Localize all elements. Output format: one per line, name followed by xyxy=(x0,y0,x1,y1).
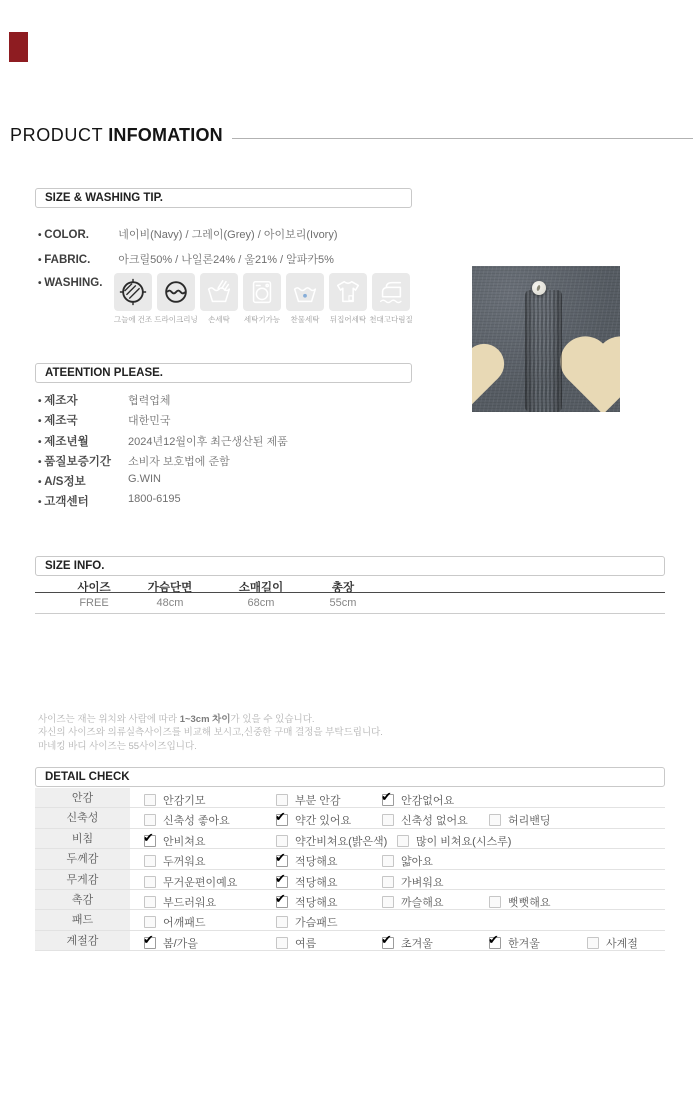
dry-in-shade-icon xyxy=(114,273,152,311)
checkbox-icon[interactable] xyxy=(144,937,156,949)
detail-check-row xyxy=(35,808,665,828)
washing-icon-label: 천대고다림질 xyxy=(369,315,413,324)
page-title-light: PRODUCT xyxy=(10,125,104,145)
attention-label: • 품질보증기간 xyxy=(38,453,128,469)
detail-option xyxy=(397,833,511,849)
detail-options xyxy=(130,910,665,929)
detail-option-label: 뻣뻣해요 xyxy=(508,896,551,909)
washing-icon-label: 찬물세탁 xyxy=(290,315,320,324)
detail-option xyxy=(587,935,638,951)
attention-label: • 제조자 xyxy=(38,392,128,408)
detail-option xyxy=(144,874,237,890)
hand-wash-icon xyxy=(200,273,238,311)
checkbox-icon[interactable] xyxy=(144,835,156,847)
detail-option xyxy=(144,935,198,951)
size-note-line: 자신의 사이즈와 의류실측사이즈를 비교해 보시고,신중한 구매 결정을 부탁드립니다. xyxy=(38,727,383,739)
washing-label: • WASHING. xyxy=(38,277,115,289)
checkbox-icon[interactable] xyxy=(276,855,288,867)
size-table-bottom-line xyxy=(35,613,665,614)
checkbox-icon[interactable] xyxy=(144,916,156,928)
detail-option xyxy=(489,935,540,951)
detail-options xyxy=(130,890,665,909)
detail-option xyxy=(276,894,338,910)
attention-value: 소비자 보호법에 준함 xyxy=(128,455,230,468)
detail-check-table xyxy=(35,788,665,951)
washing-icon-label: 세탁기가능 xyxy=(243,315,281,324)
detail-category-label: 계절감 xyxy=(35,931,130,950)
washing-icon-label: 뒤집어세탁 xyxy=(329,315,367,324)
attention-value: G.WIN xyxy=(128,473,161,486)
attention-value: 2024년12월이후 최근생산된 제품 xyxy=(128,435,288,448)
detail-check-row xyxy=(35,931,665,951)
attention-row xyxy=(38,473,288,493)
detail-option xyxy=(144,853,206,869)
detail-options xyxy=(130,870,665,889)
size-col-header: 사이즈 xyxy=(77,582,111,594)
washing-item xyxy=(369,273,413,325)
detail-category-label: 패드 xyxy=(35,910,130,929)
detail-option xyxy=(144,792,206,808)
detail-option-label: 적당해요 xyxy=(295,876,338,889)
checkbox-icon[interactable] xyxy=(144,814,156,826)
cold-water-wash-icon xyxy=(286,273,324,311)
detail-option-label: 많이 비쳐요(시스루) xyxy=(416,835,512,848)
size-note-strong: 1~3cm 차이 xyxy=(179,714,231,725)
attention-rows xyxy=(38,392,288,514)
dry-cleaning-icon xyxy=(157,273,195,311)
detail-option xyxy=(276,935,316,951)
washing-item xyxy=(243,273,281,325)
detail-option-label: 까슬해요 xyxy=(401,896,444,909)
color-label: • COLOR. xyxy=(38,229,115,241)
checkbox-icon[interactable] xyxy=(144,794,156,806)
checkbox-icon[interactable] xyxy=(382,896,394,908)
detail-option-label: 부드러워요 xyxy=(163,896,217,909)
checkbox-icon[interactable] xyxy=(489,814,501,826)
detail-option-label: 두꺼워요 xyxy=(163,856,206,869)
detail-check-row xyxy=(35,788,665,808)
washing-icon-label: 그늘에 건조 xyxy=(113,315,153,324)
size-notes xyxy=(38,713,383,753)
checkbox-icon[interactable] xyxy=(489,937,501,949)
detail-category-label: 촉감 xyxy=(35,890,130,909)
detail-check-row xyxy=(35,910,665,930)
detail-option xyxy=(144,833,206,849)
attention-label: • 제조년월 xyxy=(38,433,128,449)
checkbox-icon[interactable] xyxy=(382,794,394,806)
detail-option xyxy=(144,914,206,930)
detail-option xyxy=(276,874,338,890)
knit-button xyxy=(532,281,546,295)
attention-value: 협력업체 xyxy=(128,395,171,407)
fabric-label: • FABRIC. xyxy=(38,254,115,266)
detail-option xyxy=(276,833,387,849)
detail-option-label: 어깨패드 xyxy=(163,917,206,930)
detail-option-label: 사계절 xyxy=(606,937,638,950)
detail-option xyxy=(489,812,551,828)
detail-option-label: 한겨울 xyxy=(508,937,540,950)
detail-option-label: 안비쳐요 xyxy=(163,835,206,848)
washing-item xyxy=(154,273,198,325)
attention-row xyxy=(38,493,288,513)
checkbox-icon[interactable] xyxy=(587,937,599,949)
washing-item xyxy=(286,273,324,325)
checkbox-icon[interactable] xyxy=(382,814,394,826)
checkbox-icon[interactable] xyxy=(382,855,394,867)
detail-options xyxy=(130,788,665,807)
detail-category-label: 비침 xyxy=(35,829,130,848)
detail-option-label: 안감기모 xyxy=(163,795,206,807)
detail-options xyxy=(130,829,665,848)
detail-option-label: 적당해요 xyxy=(295,896,338,909)
attention-row xyxy=(38,392,288,412)
iron-with-cloth-icon xyxy=(372,273,410,311)
detail-check-row xyxy=(35,870,665,890)
detail-option-label: 허리밴딩 xyxy=(508,815,551,828)
detail-option-label: 약간비쳐요(밝은색) xyxy=(295,835,388,848)
detail-option xyxy=(489,894,551,910)
checkbox-icon[interactable] xyxy=(276,896,288,908)
washing-icon-label: 드라이크리닝 xyxy=(154,315,198,324)
detail-option-label: 신축성 좋아요 xyxy=(163,815,230,828)
section-header-attention: ATEENTION PLEASE. xyxy=(35,363,412,383)
fabric-row xyxy=(38,251,334,267)
detail-options xyxy=(130,931,665,950)
checkbox-icon[interactable] xyxy=(276,835,288,847)
detail-option xyxy=(382,792,454,808)
detail-option-label: 봄/가을 xyxy=(163,937,198,950)
detail-option xyxy=(382,894,444,910)
detail-category-label: 안감 xyxy=(35,788,130,807)
section-header-detail-check: DETAIL CHECK xyxy=(35,767,665,787)
heart-motif-right xyxy=(568,344,620,412)
size-table-header-line xyxy=(35,592,665,593)
checkbox-icon[interactable] xyxy=(489,896,501,908)
knit-placket xyxy=(525,290,562,412)
checkbox-icon[interactable] xyxy=(397,835,409,847)
washing-icons-row xyxy=(113,273,413,325)
detail-option xyxy=(382,812,468,828)
checkbox-icon[interactable] xyxy=(144,855,156,867)
title-divider-line xyxy=(232,138,693,139)
size-value: 48cm xyxy=(156,597,184,609)
detail-option-label: 부분 안감 xyxy=(295,795,341,807)
attention-label: • 고객센터 xyxy=(38,493,128,509)
size-note-line: 사이즈는 재는 위치와 사람에 따라 1~3cm 차이가 있을 수 있습니다. xyxy=(38,714,315,725)
detail-option-label: 여름 xyxy=(295,937,317,950)
color-value: 네이비(Navy) / 그레이(Grey) / 아이보리(Ivory) xyxy=(118,229,338,241)
detail-option-label: 초겨울 xyxy=(401,937,433,950)
detail-category-label: 무게감 xyxy=(35,870,130,889)
checkbox-icon[interactable] xyxy=(276,794,288,806)
size-value: 55cm xyxy=(329,597,357,609)
detail-category-label: 두께감 xyxy=(35,849,130,868)
detail-category-label: 신축성 xyxy=(35,808,130,827)
checkbox-icon[interactable] xyxy=(382,876,394,888)
checkbox-icon[interactable] xyxy=(276,916,288,928)
detail-check-row xyxy=(35,849,665,869)
machine-wash-icon xyxy=(243,273,281,311)
detail-option xyxy=(276,792,341,808)
detail-options xyxy=(130,808,665,827)
checkbox-icon[interactable] xyxy=(276,814,288,826)
size-col-header: 가슴단면 xyxy=(147,582,193,594)
attention-row xyxy=(38,453,288,473)
detail-option xyxy=(382,935,433,951)
section-header-size-washing: SIZE & WASHING TIP. xyxy=(35,188,412,208)
wash-inside-out-icon xyxy=(329,273,367,311)
detail-option-label: 무거운편이예요 xyxy=(163,876,238,889)
red-corner-mark xyxy=(9,32,28,62)
checkbox-icon[interactable] xyxy=(276,876,288,888)
detail-check-row xyxy=(35,829,665,849)
detail-option-label: 안감없어요 xyxy=(401,795,455,807)
size-note-line: 마네킹 바디 사이즈는 55사이즈입니다. xyxy=(38,740,197,752)
attention-row xyxy=(38,412,288,432)
washing-item xyxy=(200,273,238,325)
checkbox-icon[interactable] xyxy=(382,937,394,949)
size-value: FREE xyxy=(79,597,109,609)
detail-options xyxy=(130,849,665,868)
detail-option xyxy=(382,853,433,869)
detail-option xyxy=(382,874,444,890)
fabric-value: 아크릴50% / 나일론24% / 울21% / 알파카5% xyxy=(118,254,334,266)
washing-icon-label: 손세탁 xyxy=(208,315,230,324)
attention-row xyxy=(38,433,288,453)
section-header-size-info: SIZE INFO. xyxy=(35,556,665,576)
washing-row xyxy=(38,277,115,289)
detail-check-row xyxy=(35,890,665,910)
size-col-header: 총장 xyxy=(331,582,355,594)
detail-option-label: 약간 있어요 xyxy=(295,815,352,828)
detail-option-label: 신축성 없어요 xyxy=(401,815,468,828)
detail-option xyxy=(276,853,338,869)
detail-option-label: 얇아요 xyxy=(401,856,433,869)
detail-option-label: 적당해요 xyxy=(295,856,338,869)
checkbox-icon[interactable] xyxy=(144,896,156,908)
heart-motif-left xyxy=(472,350,498,407)
detail-option-label: 가슴패드 xyxy=(295,917,338,930)
product-photo xyxy=(472,266,620,412)
size-col-header: 소매길이 xyxy=(238,582,284,594)
detail-option xyxy=(276,812,351,828)
detail-option-label: 가벼워요 xyxy=(401,876,444,889)
size-value: 68cm xyxy=(247,597,275,609)
attention-value: 1800-6195 xyxy=(128,493,181,506)
detail-option xyxy=(276,914,338,930)
detail-option xyxy=(144,894,216,910)
attention-value: 대한민국 xyxy=(128,415,171,428)
checkbox-icon[interactable] xyxy=(276,937,288,949)
washing-item xyxy=(114,273,152,325)
color-row xyxy=(38,226,338,242)
attention-label: • A/S정보 xyxy=(38,473,128,489)
page-title-bold: INFOMATION xyxy=(108,125,223,145)
detail-option xyxy=(144,812,230,828)
washing-item xyxy=(329,273,367,325)
checkbox-icon[interactable] xyxy=(144,876,156,888)
page-title xyxy=(10,125,223,146)
attention-label: • 제조국 xyxy=(38,412,128,428)
